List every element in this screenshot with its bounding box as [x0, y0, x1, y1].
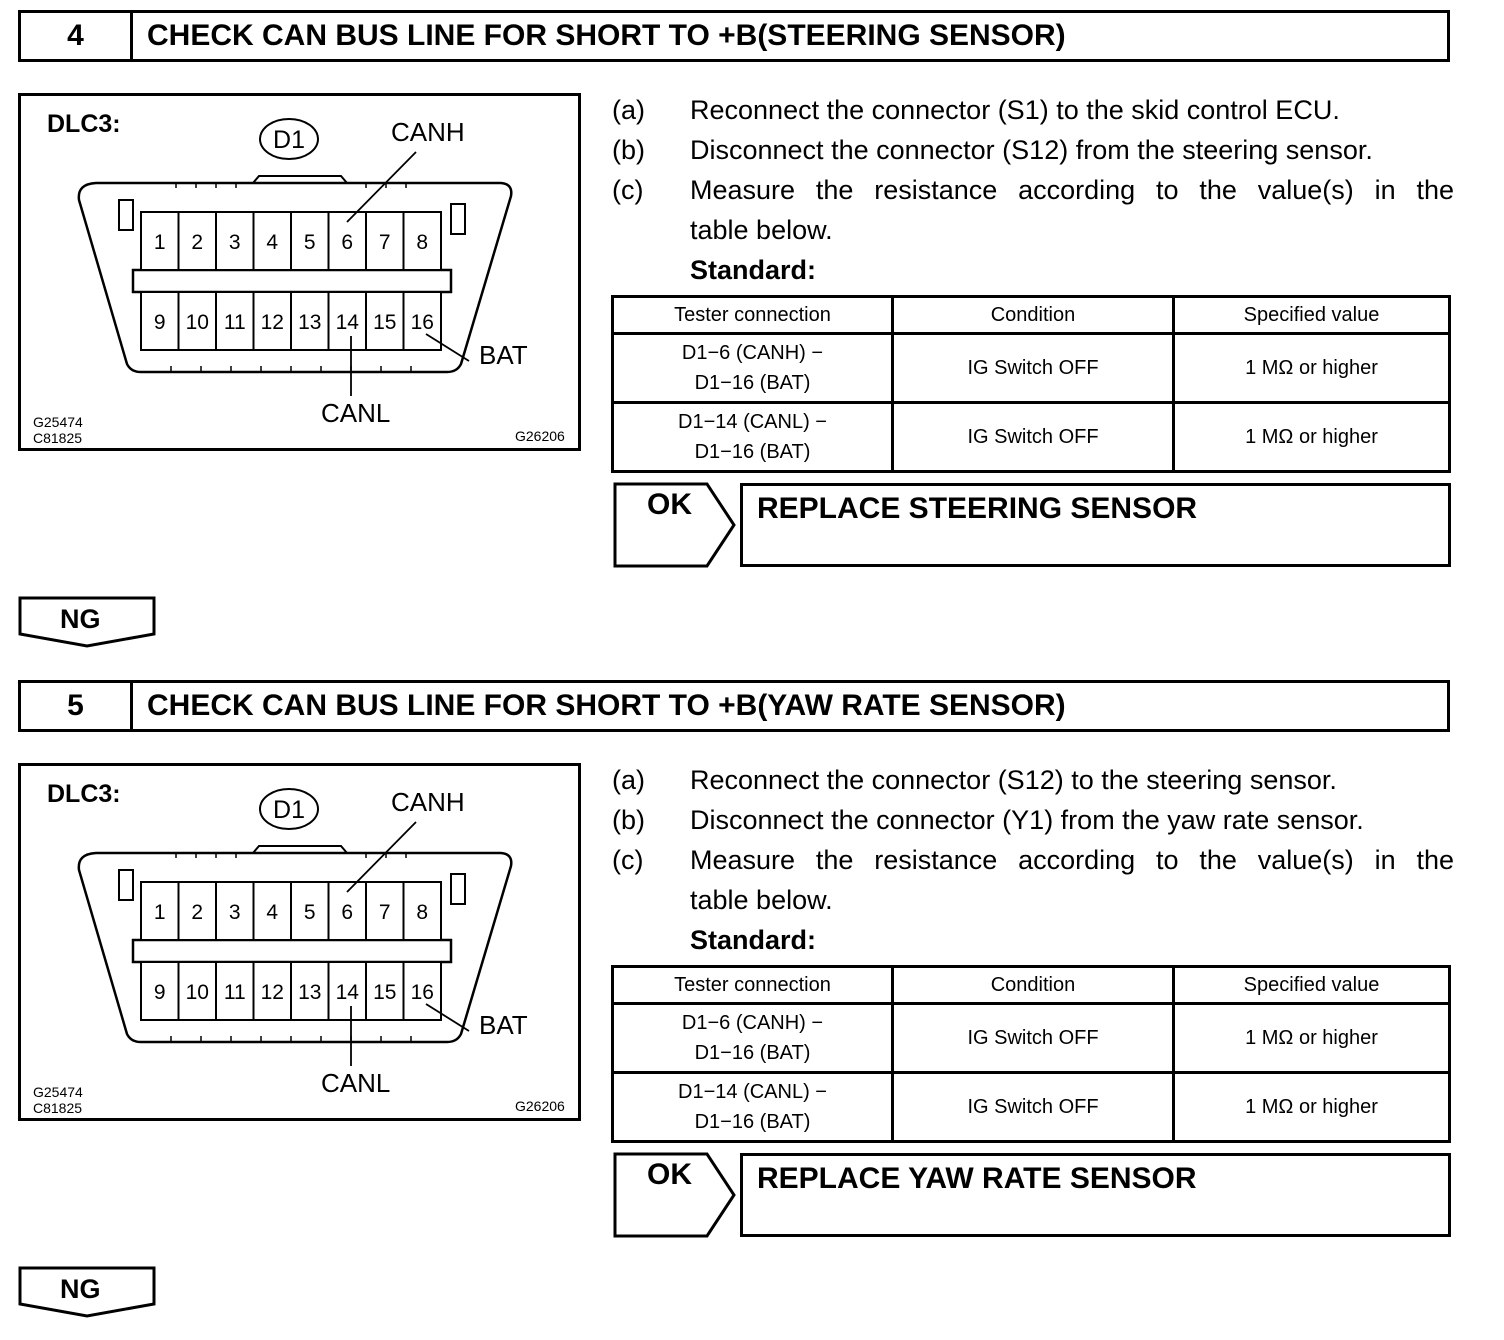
- step-number: 5: [21, 683, 133, 729]
- step-label: (a): [612, 95, 645, 125]
- specification-table: [611, 295, 1451, 473]
- column-header: Specified value: [1174, 297, 1450, 334]
- connection-line: D1−6 (CANH) −: [681, 1012, 824, 1034]
- pin-number: 9: [153, 981, 166, 1004]
- right-latch: [451, 874, 465, 904]
- column-header: Specified value: [1174, 967, 1450, 1004]
- pin-number: 2: [191, 231, 204, 254]
- tester-connection-cell: [613, 334, 893, 403]
- ng-label: NG: [60, 604, 101, 634]
- step-text: Reconnect the connector (S1) to the skid control ECU.: [690, 95, 1340, 125]
- pin-number: 10: [185, 981, 209, 1004]
- pin-number: 9: [153, 311, 166, 334]
- pin-number: 7: [378, 231, 391, 254]
- right-latch: [451, 204, 465, 234]
- column-header: Tester connection: [613, 297, 893, 334]
- step-text: Measure the resistance according to the value(s) in the: [690, 845, 1454, 875]
- canh-label: CANH: [391, 117, 465, 147]
- step-title: CHECK CAN BUS LINE FOR SHORT TO +B(YAW RATE SENSOR): [147, 689, 1066, 722]
- pin-row-bottom: [141, 962, 441, 1020]
- pin-number: 1: [153, 901, 166, 924]
- specified-value-cell: 1 MΩ or higher: [1174, 334, 1450, 403]
- figure-code-right: G26206: [515, 1098, 565, 1114]
- condition-cell: IG Switch OFF: [893, 1073, 1174, 1142]
- dlc3-label: DLC3:: [47, 110, 121, 138]
- connection-line: D1−16 (BAT): [694, 1111, 811, 1133]
- instruction-step: [612, 170, 1454, 210]
- instruction-step: [612, 760, 1454, 800]
- dlc3-connector-diagram: [18, 763, 581, 1121]
- pin-number: 13: [298, 981, 322, 1004]
- step-text: Disconnect the connector (S12) from the steering sensor.: [690, 135, 1373, 165]
- specified-value-cell: 1 MΩ or higher: [1174, 1004, 1450, 1073]
- step-text-continuation: table below.: [690, 885, 833, 915]
- pin-number: 13: [298, 311, 322, 334]
- tester-connection-cell: [613, 1073, 893, 1142]
- step-text-continuation: table below.: [690, 215, 833, 245]
- table-row: [613, 403, 1450, 472]
- bat-label: BAT: [479, 340, 528, 370]
- pin-number: 6: [341, 231, 354, 254]
- standard-row: [612, 250, 1454, 290]
- connection-line: D1−16 (BAT): [694, 1042, 811, 1064]
- pin-row-bottom: [141, 292, 441, 350]
- pin-number: 2: [191, 901, 204, 924]
- ng-result-arrow: [18, 1266, 158, 1320]
- table-row: [613, 1073, 1450, 1142]
- connection-line: D1−14 (CANL) −: [678, 411, 827, 433]
- step-header: [18, 10, 1450, 62]
- pin-row-top: [141, 212, 441, 270]
- column-header: Tester connection: [613, 967, 893, 1004]
- figure-code: C81825: [33, 1100, 83, 1116]
- dlc3-connector-drawing: [21, 766, 578, 1118]
- step-text: Disconnect the connector (Y1) from the yaw rate sensor.: [690, 805, 1364, 835]
- bat-label: BAT: [479, 1010, 528, 1040]
- pin-number: 11: [223, 981, 246, 1004]
- specified-value-cell: 1 MΩ or higher: [1174, 1073, 1450, 1142]
- instruction-step: [612, 800, 1454, 840]
- step-label: (a): [612, 765, 645, 795]
- connector-id: D1: [273, 126, 305, 154]
- pin-number: 8: [416, 901, 429, 924]
- pin-row-top: [141, 882, 441, 940]
- pin-number: 14: [335, 981, 359, 1004]
- standard-label: Standard:: [690, 925, 817, 955]
- ok-label: OK: [647, 1158, 692, 1191]
- pin-number: 6: [341, 901, 354, 924]
- step-label: (c): [612, 175, 644, 205]
- step-text: Reconnect the connector (S12) to the steering sensor.: [690, 765, 1337, 795]
- row-divider-bar: [133, 940, 451, 962]
- column-header: Condition: [893, 297, 1174, 334]
- pin-number: 16: [410, 981, 434, 1004]
- instruction-step-continuation: [612, 880, 1454, 920]
- pin-number: 10: [185, 311, 209, 334]
- connector-id: D1: [273, 796, 305, 824]
- ok-result-arrow: [613, 482, 737, 568]
- dlc3-connector-diagram: [18, 93, 581, 451]
- pin-number: 3: [228, 231, 241, 254]
- dlc3-label: DLC3:: [47, 780, 121, 808]
- figure-code-right: G26206: [515, 428, 565, 444]
- ok-action-box: [740, 1153, 1451, 1237]
- specification-table: [611, 965, 1451, 1143]
- figure-code: G25474: [33, 414, 83, 430]
- ng-result-arrow: [18, 596, 158, 650]
- step-number: 4: [21, 13, 133, 59]
- left-latch: [119, 870, 133, 900]
- ok-action-box: [740, 483, 1451, 567]
- table-header-row: [613, 297, 1450, 334]
- canh-label: CANH: [391, 787, 465, 817]
- pin-number: 12: [260, 311, 284, 334]
- pin-number: 16: [410, 311, 434, 334]
- condition-cell: IG Switch OFF: [893, 403, 1174, 472]
- step-text: Measure the resistance according to the value(s) in the: [690, 175, 1454, 205]
- pin-number: 5: [303, 901, 316, 924]
- ng-label: NG: [60, 1274, 101, 1304]
- connection-line: D1−16 (BAT): [694, 372, 811, 394]
- pin-number: 15: [373, 311, 397, 334]
- instruction-step-continuation: [612, 210, 1454, 250]
- figure-code: C81825: [33, 430, 83, 446]
- instruction-step: [612, 90, 1454, 130]
- pin-number: 1: [153, 231, 166, 254]
- tester-connection-cell: [613, 1004, 893, 1073]
- canl-label: CANL: [321, 398, 391, 428]
- pin-number: 12: [260, 981, 284, 1004]
- pin-number: 8: [416, 231, 429, 254]
- tester-connection-cell: [613, 403, 893, 472]
- condition-cell: IG Switch OFF: [893, 1004, 1174, 1073]
- step-label: (b): [612, 805, 645, 835]
- step-header: [18, 680, 1450, 732]
- pin-number: 14: [335, 311, 359, 334]
- figure-code: G25474: [33, 1084, 83, 1100]
- check-step-section: [0, 670, 1504, 1340]
- ok-result-arrow: [613, 1152, 737, 1238]
- instruction-step: [612, 130, 1454, 170]
- ok-label: OK: [647, 488, 692, 521]
- connection-line: D1−16 (BAT): [694, 441, 811, 463]
- step-label: (b): [612, 135, 645, 165]
- row-divider-bar: [133, 270, 451, 292]
- connection-line: D1−6 (CANH) −: [681, 342, 824, 364]
- figure-codes-left: [33, 414, 83, 446]
- table-header-row: [613, 967, 1450, 1004]
- pin-number: 4: [266, 231, 279, 254]
- canl-label: CANL: [321, 1068, 391, 1098]
- column-header: Condition: [893, 967, 1174, 1004]
- instruction-step: [612, 840, 1454, 880]
- dlc3-connector-drawing: [21, 96, 578, 448]
- pin-number: 7: [378, 901, 391, 924]
- pin-number: 15: [373, 981, 397, 1004]
- ok-action-text: REPLACE YAW RATE SENSOR: [757, 1162, 1197, 1195]
- specified-value-cell: 1 MΩ or higher: [1174, 403, 1450, 472]
- pin-number: 5: [303, 231, 316, 254]
- step-label: (c): [612, 845, 644, 875]
- pin-number: 4: [266, 901, 279, 924]
- table-row: [613, 334, 1450, 403]
- left-latch: [119, 200, 133, 230]
- connection-line: D1−14 (CANL) −: [678, 1081, 827, 1103]
- standard-label: Standard:: [690, 255, 817, 285]
- condition-cell: IG Switch OFF: [893, 334, 1174, 403]
- ok-action-text: REPLACE STEERING SENSOR: [757, 492, 1198, 525]
- table-row: [613, 1004, 1450, 1073]
- step-title: CHECK CAN BUS LINE FOR SHORT TO +B(STEERING SENSOR): [147, 19, 1066, 52]
- standard-row: [612, 920, 1454, 960]
- figure-codes-left: [33, 1084, 83, 1116]
- pin-number: 11: [223, 311, 246, 334]
- pin-number: 3: [228, 901, 241, 924]
